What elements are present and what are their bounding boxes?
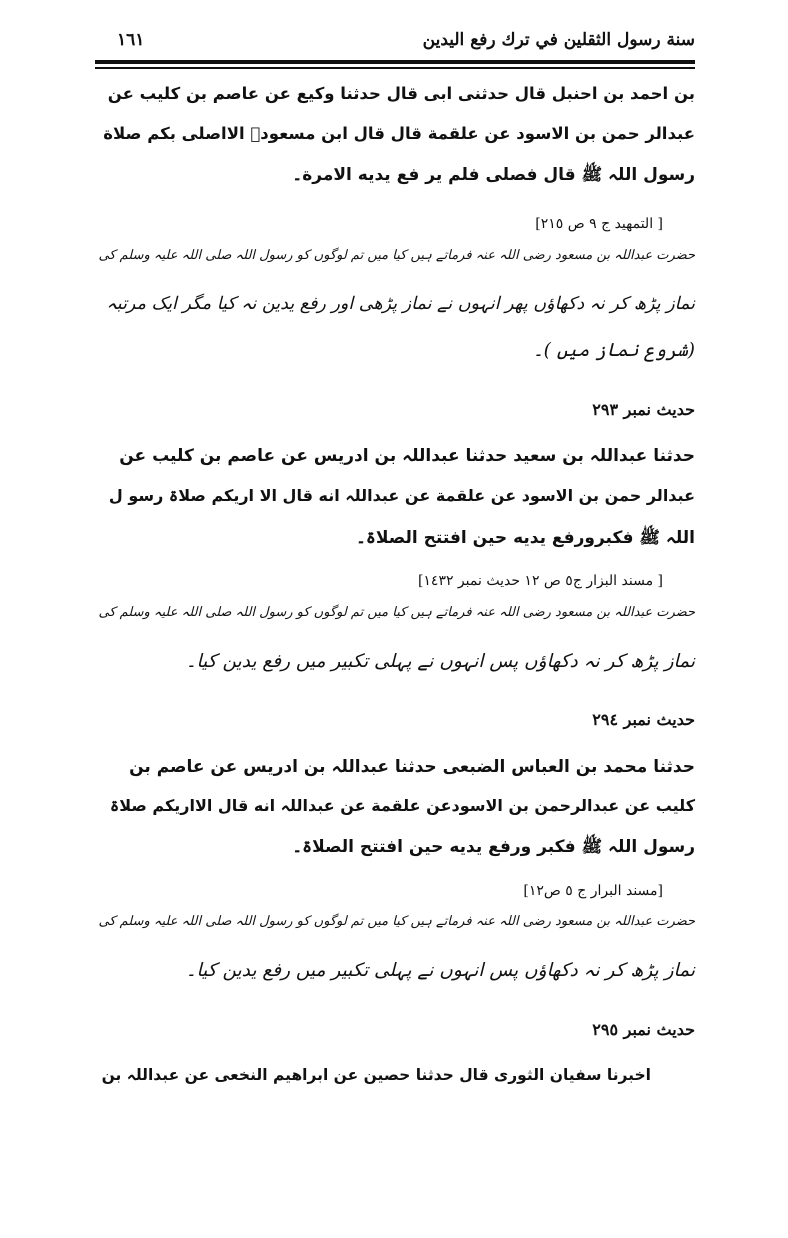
urdu-line: نماز پڑھ کر نہ دکھاؤں پس انہوں نے پہلی تکبیر میں رفع یدین کیا۔ [185, 651, 695, 672]
arabic-line: حدثنا عبداللہ بن سعید حدثنا عبداللہ بن ادریس عن عاصم بن کلیب عن [119, 446, 695, 466]
urdu-line: (شروع نماز میں )۔ [532, 340, 695, 361]
source-reference: [مسند البرار ج ٥ ص١٢] [523, 883, 663, 899]
arabic-line: عبدالر حمن بن الاسود عن علقمة قال قال ابن مسعودؓ الااصلی بکم صلاة [103, 124, 695, 143]
source-reference: [ التمهید ج ٩ ص ٢١٥] [535, 216, 663, 232]
source-reference: [ مسند البزار ج٥ ص ١٢ حدیث نمبر ١٤٣٢] [417, 573, 663, 589]
urdu-line: نماز پڑھ کر نہ دکھاؤں پھر انہوں نے نماز پڑھی اور رفع یدین نہ کیا مگر ایک مرتبہ [106, 294, 695, 314]
page-number: ١٦١ [117, 30, 145, 50]
arabic-line: عبدالر حمن بن الاسود عن علقمة عن عبداللہ انه قال الا اریکم صلاۃ رسو ل [108, 486, 695, 505]
arabic-line: اخبرنا سفیان الثوری قال حدثنا حصین عن ابراهیم النخعی عن عبداللہ بن [101, 1066, 651, 1084]
arabic-line: بن احمد بن احنبل قال حدثنی ابی قال حدثنا وکیع عن عاصم بن کلیب عن [107, 84, 695, 103]
hadith-number-heading: حدیث نمبر ٢٩٣ [592, 400, 695, 419]
page-header [95, 28, 695, 62]
urdu-line: نماز پڑھ کر نہ دکھاؤں پس انہوں نے پہلی تکبیر میں رفع یدین کیا۔ [185, 960, 695, 981]
hadith-number-heading: حدیث نمبر ٢٩٥ [592, 1020, 695, 1039]
header-rule-thin [95, 67, 695, 69]
arabic-line: رسول اللہ ﷺ قال فصلی فلم یر فع یدیه الامرة۔ [292, 165, 695, 185]
urdu-line: حضرت عبداللہ بن مسعود رضی اللہ عنہ فرماتے ہیں کیا میں تم لوگوں کو رسول اللہ صلی اللہ علیہ وسلم کی [98, 914, 695, 929]
running-title: سنة رسول الثقلين في ترك رفع اليدين [422, 30, 695, 50]
hadith-number-heading: حدیث نمبر ٢٩٤ [592, 710, 695, 729]
arabic-line: کلیب عن عبدالرحمن بن الاسودعن علقمة عن عبداللہ انه قال الااریکم صلاۃ [109, 796, 695, 815]
header-rule-thick [95, 60, 695, 64]
arabic-line: اللہ ﷺ فکبرورفع یدیه حین افتتح الصلاۃ۔ [355, 528, 695, 548]
arabic-line: حدثنا محمد بن العباس الضبعی حدثنا عبداللہ بن ادریس عن عاصم بن [129, 757, 695, 777]
urdu-line: حضرت عبداللہ بن مسعود رضی اللہ عنہ فرماتے ہیں کیا میں تم لوگوں کو رسول اللہ صلی اللہ علیہ وسلم کی [98, 248, 695, 263]
urdu-line: حضرت عبداللہ بن مسعود رضی اللہ عنہ فرماتے ہیں کیا میں تم لوگوں کو رسول اللہ صلی اللہ علیہ وسلم کی [98, 605, 695, 620]
arabic-line: رسول اللہ ﷺ فکبر ورفع یدیه حین افتتح الصلاۃ۔ [292, 837, 695, 857]
